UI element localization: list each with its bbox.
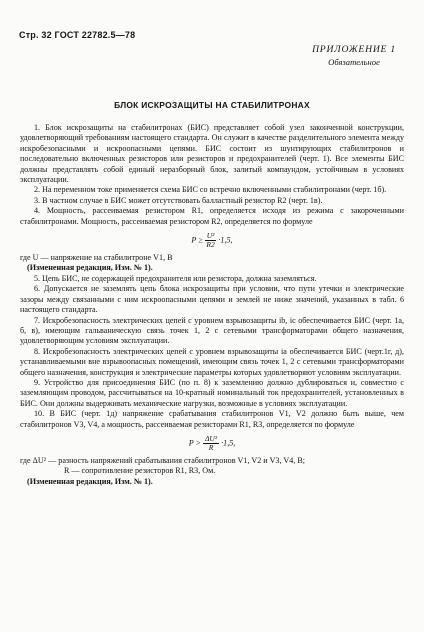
document-body — [20, 123, 404, 487]
formula-2 — [20, 435, 404, 451]
paragraph-10-where-1: где ΔU² — разность напряжений срабатывания стабилитронов V1, V2 и V3, V4, В; — [20, 455, 305, 465]
paragraph-6: 6. Допускается не заземлять цепь блока искрозащиты при условии, что пути утечки и электрические зазоры между связанными с ним искроопасными цепями и землей не ниже значений, указанных в табл. 6 настоящего стандарта. — [20, 284, 404, 315]
paragraph-9: 9. Устройство для присоединения БИС (по п. 8) к заземлению должно дублироваться и, совместно с заземляющим проводом, рассчитываться на 10-кратный номинальный ток предохранителей, установленных в БИС. Они должны выдерживать механические нагрузки, возможные в условиях эксплуатации. — [20, 377, 404, 408]
paragraph-4-where: где U — напряжение на стабилитроне V1, В — [20, 253, 173, 263]
formula-1-fraction — [205, 232, 217, 249]
paragraph-1: 1. Блок искрозащиты на стабилитронах (БИС) представляет собой узел законченной конструкции, удовлетворяющий требованиям настоящего стандарта. Он служит в качестве разделительного элемента между искробезопасными и искроопасными цепями. БИС состоит из шунтирующих стабилитронов и последовательно включенных резисторов или резисторов и предохранителей (черт. 1). Все элементы БИС должны представлять собой единый неразборный блок, залитый компаундом, устойчивым в условиях эксплуатации. — [20, 123, 404, 185]
formula-2-denominator: R — [208, 442, 214, 452]
formula-2-numerator: ΔU² — [205, 433, 218, 443]
appendix-title: ПРИЛОЖЕНИЕ 1 — [312, 44, 396, 55]
paragraph-10-where-2: R — сопротивление резисторов R1, R3, Ом. — [64, 466, 216, 476]
edit-note-2: (Измененная редакция, Изм. № 1). — [27, 476, 153, 486]
appendix-subtitle: Обязательное — [328, 57, 380, 68]
formula-2-fraction — [203, 435, 219, 452]
formula-1-numerator: U² — [206, 231, 215, 241]
paragraph-2: 2. На переменном токе применяется схема БИС со встречно включенными стабилитронами (черт. 1б). — [34, 185, 387, 195]
formula-2-right: ·1,5, — [221, 438, 236, 448]
paragraph-7: 7. Искробезопасность электрических цепей с уровнем взрывозащиты ib, ic обеспечивается БИС (черт. 1а, б, в), имеющим гальваническую связь точек 1, 2 с сетевыми трансформаторами общего назначения, удовлетворяющим условиям эксплуатации. — [20, 315, 404, 346]
paragraph-8: 8. Искробезопасность электрических цепей с уровнем взрывозащиты ia обеспечивается БИС (черт.1г, д), устанавливаемыми вне взрывоопасных помещений, имеющим связь точек 1, 2 с сетевыми трансформаторами общего назначения, конструкция и электрические параметры которых удовлетворяют условиям эксплуатации. — [20, 346, 404, 377]
formula-1-denominator: R2 — [206, 240, 215, 250]
section-title: БЛОК ИСКРОЗАЩИТЫ НА СТАБИЛИТРОНАХ — [114, 100, 310, 110]
formula-2-left: P > — [188, 438, 201, 448]
formula-1-left: P ≥ — [191, 235, 203, 245]
paragraph-4: 4. Мощность, рассеиваемая резистором R1, определяется исходя из режима с закороченными стабилитронами. Мощность, рассеиваемая резистором R2, определяется по формуле — [20, 206, 404, 226]
edit-note-1: (Измененная редакция, Изм. № 1). — [27, 263, 153, 273]
paragraph-3: 3. В частном случае в БИС может отсутствовать балластный резистор R2 (черт. 1в). — [34, 195, 323, 205]
formula-1-right: ·1,5, — [218, 235, 233, 245]
appendix-label — [312, 45, 396, 68]
paragraph-5: 5. Цепь БИС, не содержащей предохранителя или резистора, должна заземляться. — [34, 273, 317, 283]
formula-1 — [20, 232, 404, 248]
paragraph-10: 10. В БИС (черт. 1д) напряжение срабатывания стабилитронов V1, V2 должно быть выше, чем стабилитронов V3, V4, а мощность, рассеиваемая резисторами R1, R3, определяется по формуле — [20, 409, 404, 429]
page-header: Стр. 32 ГОСТ 22782.5—78 — [19, 30, 136, 40]
